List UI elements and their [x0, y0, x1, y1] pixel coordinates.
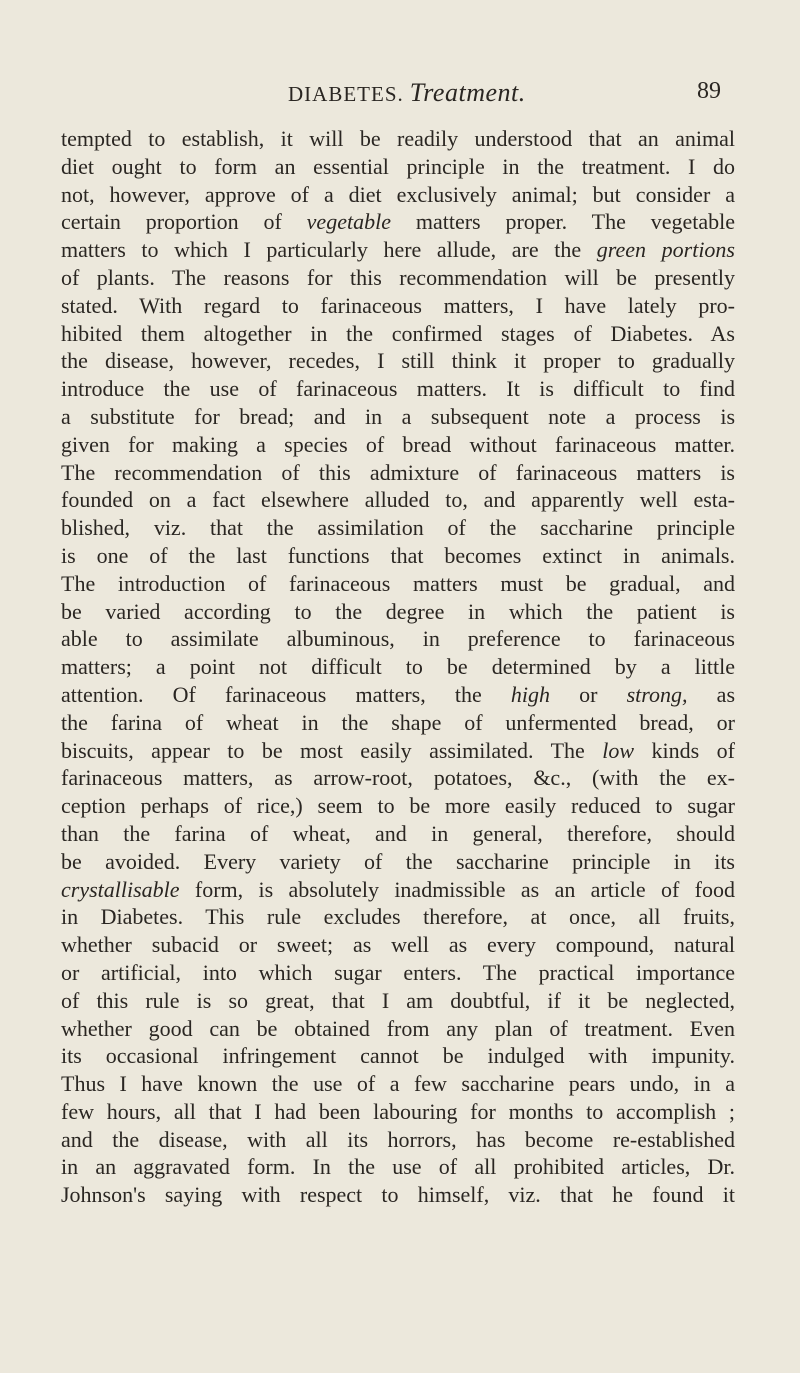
text-line [61, 264, 735, 292]
text-line [61, 570, 735, 598]
text-segment: form, is absolutely inadmissible as an article of food [179, 876, 735, 902]
text-segment: matters; a point not difficult to be determined by a little [61, 654, 735, 680]
text-line [61, 1070, 735, 1098]
text-line [61, 542, 735, 570]
text-segment: or [550, 681, 627, 707]
text-segment: of this rule is so great, that I am doubtful, if it be neglected, [61, 987, 735, 1013]
text-segment: whether good can be obtained from any plan of treatment. Even [61, 1015, 735, 1041]
text-line [61, 403, 735, 431]
running-title [288, 78, 526, 108]
text-segment: Johnson's saying with respect to himself, viz. that he found it [61, 1182, 735, 1208]
text-segment: and the disease, with all its horrors, has become re-established [61, 1126, 735, 1152]
running-head-subtitle: Treatment. [409, 78, 526, 107]
text-line [61, 709, 735, 737]
text-line [61, 959, 735, 987]
italic-text: high [510, 681, 551, 707]
text-segment: a substitute for bread; and in a subsequent note a process is [61, 403, 735, 429]
text-segment: tempted to establish, it will be readily understood that an animal [61, 126, 735, 151]
text-line [61, 125, 735, 153]
page-number: 89 [697, 78, 721, 104]
text-line [61, 1181, 735, 1209]
text-line [61, 459, 735, 487]
text-line [61, 987, 735, 1015]
text-segment: The recommendation of this admixture of farinaceous matters is [61, 459, 735, 485]
text-line [61, 598, 735, 626]
text-segment: of plants. The reasons for this recommendation will be presently [61, 264, 735, 290]
italic-text: strong, [626, 681, 688, 707]
text-line [61, 820, 735, 848]
text-segment: The introduction of farinaceous matters must be gradual, and [61, 570, 735, 596]
text-line [61, 153, 735, 181]
text-line [61, 737, 735, 765]
text-line [61, 320, 735, 348]
text-segment: or artificial, into which sugar enters. The practical importance [61, 959, 735, 985]
running-head-section: DIABETES. [288, 82, 404, 106]
text-segment: attention. Of farinaceous matters, the [61, 681, 511, 707]
text-line [61, 848, 735, 876]
text-segment: than the farina of wheat, and in general, therefore, should [61, 820, 735, 846]
italic-text: low [602, 737, 635, 763]
text-line [61, 431, 735, 459]
text-line [61, 931, 735, 959]
text-line [61, 236, 735, 264]
text-line [61, 903, 735, 931]
text-segment: in Diabetes. This rule excludes therefore, at once, all fruits, [61, 904, 735, 930]
text-segment: is one of the last functions that becomes extinct in animals. [61, 542, 735, 568]
text-segment: hibited them altogether in the confirmed stages of Diabetes. As [61, 320, 735, 346]
text-segment: diet ought to form an essential principle in the treatment. I do [61, 153, 735, 179]
text-line [61, 764, 735, 792]
text-segment: Thus I have known the use of a few saccharine pears undo, in a [61, 1071, 735, 1097]
text-line [61, 876, 735, 904]
text-segment: as [687, 681, 736, 707]
text-segment: introduce the use of farinaceous matters. It is difficult to find [61, 376, 735, 402]
text-segment: not, however, approve of a diet exclusively animal; but consider a [61, 181, 735, 207]
body-text [61, 125, 735, 1209]
text-segment: be avoided. Every variety of the saccharine principle in its [61, 848, 735, 874]
text-line [61, 1126, 735, 1154]
text-line [61, 1042, 735, 1070]
text-line [61, 486, 735, 514]
text-segment: farinaceous matters, as arrow-root, potatoes, &c., (with the ex- [61, 765, 735, 791]
italic-text: green portions [596, 237, 735, 263]
text-segment: the farina of wheat in the shape of unfermented bread, or [61, 709, 735, 735]
text-segment: founded on a fact elsewhere alluded to, and apparently well esta- [61, 487, 735, 513]
italic-text: vegetable [306, 209, 391, 235]
italic-text: crystallisable [61, 876, 180, 902]
text-line [61, 1015, 735, 1043]
text-line [61, 347, 735, 375]
text-line [61, 514, 735, 542]
text-segment: able to assimilate albuminous, in preference to farinaceous [61, 626, 735, 652]
running-head [0, 78, 800, 112]
text-line [61, 1153, 735, 1181]
text-line [61, 653, 735, 681]
text-line [61, 681, 735, 709]
text-line [61, 181, 735, 209]
text-line [61, 375, 735, 403]
text-segment: given for making a species of bread without farinaceous matter. [61, 431, 735, 457]
text-line [61, 625, 735, 653]
text-line [61, 1098, 735, 1126]
text-segment: few hours, all that I had been labouring for months to accomplish ; [61, 1098, 735, 1124]
text-segment: in an aggravated form. In the use of all prohibited articles, Dr. [61, 1154, 735, 1180]
text-segment: matters to which I particularly here allude, are the [61, 237, 597, 263]
text-segment: the disease, however, recedes, I still think it proper to gradually [61, 348, 735, 374]
text-segment: be varied according to the degree in which the patient is [61, 598, 735, 624]
text-segment: stated. With regard to farinaceous matters, I have lately pro- [61, 292, 735, 318]
text-segment: whether subacid or sweet; as well as every compound, natural [61, 932, 735, 958]
text-segment: matters proper. The vegetable [390, 209, 735, 235]
text-segment: biscuits, appear to be most easily assimilated. The [61, 737, 603, 763]
text-segment: blished, viz. that the assimilation of the saccharine principle [61, 515, 735, 541]
text-line [61, 292, 735, 320]
text-segment: certain proportion of [61, 209, 307, 235]
text-line [61, 208, 735, 236]
text-segment: its occasional infringement cannot be indulged with impunity. [61, 1043, 735, 1069]
text-segment: kinds of [634, 737, 736, 763]
text-segment: ception perhaps of rice,) seem to be more easily reduced to sugar [61, 793, 735, 819]
text-line [61, 792, 735, 820]
